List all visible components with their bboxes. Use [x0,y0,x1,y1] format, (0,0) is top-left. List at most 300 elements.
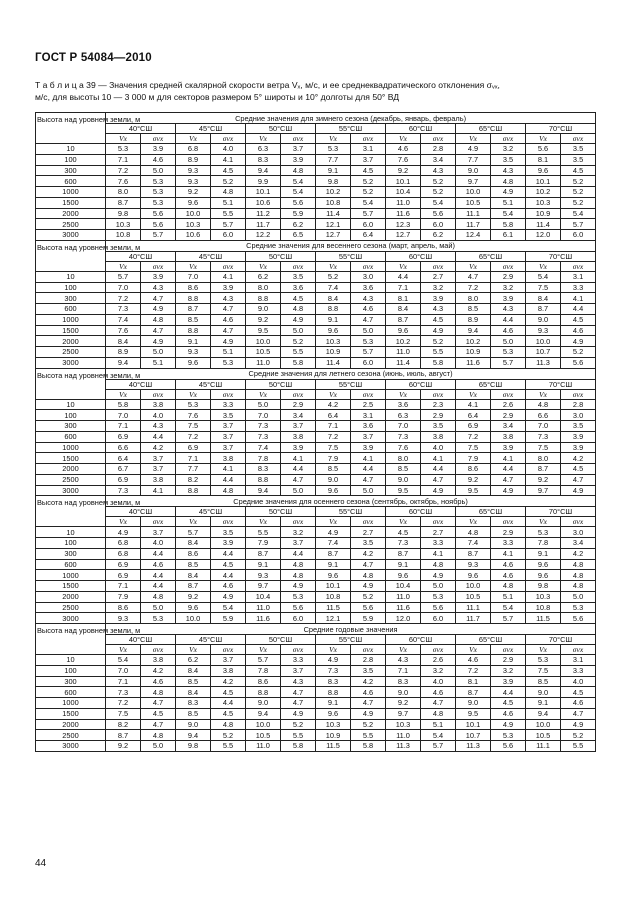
std-dev-cell: 5.6 [141,208,176,219]
height-cell: 300 [36,548,106,559]
mean-speed-cell: 10.8 [106,230,141,241]
mean-speed-symbol: Vx [176,517,211,527]
mean-speed-cell: 10.3 [526,197,561,208]
std-dev-cell: 4.5 [561,165,596,176]
mean-speed-cell: 10.0 [526,719,561,730]
std-dev-cell: 5.7 [211,219,246,230]
latitude-header: 45°СШ [176,124,246,134]
std-dev-cell: 4.0 [421,442,456,453]
std-dev-cell: 4.8 [141,591,176,602]
mean-speed-cell: 9.6 [526,559,561,570]
std-dev-cell: 3.8 [141,399,176,410]
std-dev-symbol: σvx [211,389,246,399]
page-number: 44 [35,858,47,869]
table-row [36,357,596,368]
mean-speed-cell: 6.7 [106,464,141,475]
mean-speed-symbol: Vx [456,645,491,655]
std-dev-cell: 4.7 [211,304,246,315]
height-cell: 2000 [36,719,106,730]
mean-speed-cell: 10.0 [246,336,281,347]
mean-speed-cell: 10.0 [176,613,211,624]
std-dev-symbol: σvx [421,134,456,144]
mean-speed-cell: 5.2 [316,271,351,282]
height-cell: 10 [36,144,106,155]
mean-speed-cell: 8.7 [246,548,281,559]
mean-speed-cell: 7.2 [106,165,141,176]
mean-speed-cell: 11.0 [246,602,281,613]
std-dev-cell: 3.7 [351,154,386,165]
mean-speed-cell: 8.3 [176,698,211,709]
std-dev-cell: 3.1 [561,271,596,282]
std-dev-cell: 5.6 [141,219,176,230]
table-row [36,144,596,155]
mean-speed-cell: 10.4 [386,187,421,198]
mean-speed-cell: 8.4 [176,538,211,549]
mean-speed-cell: 7.5 [526,442,561,453]
std-dev-cell: 4.4 [491,314,526,325]
std-dev-cell: 4.9 [351,708,386,719]
mean-speed-cell: 9.4 [246,165,281,176]
mean-speed-cell: 8.4 [176,570,211,581]
mean-speed-cell: 9.0 [246,304,281,315]
latitude-header: 70°СШ [526,635,596,645]
latitude-header: 60°СШ [386,635,456,645]
mean-speed-cell: 10.6 [176,230,211,241]
mean-speed-cell: 7.6 [176,410,211,421]
std-dev-cell: 4.8 [281,304,316,315]
table-row [36,187,596,198]
mean-speed-cell: 7.2 [176,431,211,442]
std-dev-cell: 5.2 [421,336,456,347]
mean-speed-cell: 10.3 [316,719,351,730]
mean-speed-cell: 11.5 [526,613,561,624]
std-dev-cell: 2.9 [491,655,526,666]
season-title-row [36,624,596,635]
std-dev-symbol: σvx [211,261,246,271]
mean-speed-cell: 11.6 [246,613,281,624]
mean-speed-cell: 10.0 [176,208,211,219]
mean-speed-cell: 11.4 [386,357,421,368]
std-dev-cell: 2.5 [351,399,386,410]
std-dev-cell: 2.9 [491,410,526,421]
std-dev-cell: 3.2 [491,282,526,293]
latitude-header: 40°СШ [106,635,176,645]
std-dev-cell: 4.1 [491,453,526,464]
mean-speed-cell: 10.2 [526,187,561,198]
table-row [36,431,596,442]
mean-speed-cell: 8.0 [246,282,281,293]
std-dev-cell: 3.9 [421,293,456,304]
std-dev-cell: 3.9 [211,538,246,549]
mean-speed-cell: 9.4 [526,708,561,719]
std-dev-cell: 5.1 [141,357,176,368]
std-dev-cell: 4.9 [281,314,316,325]
mean-speed-cell: 8.5 [176,708,211,719]
mean-speed-cell: 9.0 [386,687,421,698]
mean-speed-symbol: Vx [316,134,351,144]
std-dev-cell: 4.8 [421,708,456,719]
mean-speed-cell: 8.9 [176,154,211,165]
std-dev-cell: 4.8 [141,730,176,741]
mean-speed-cell: 12.7 [316,230,351,241]
mean-speed-cell: 7.2 [316,431,351,442]
height-cell: 2000 [36,464,106,475]
mean-speed-cell: 10.9 [316,730,351,741]
mean-speed-cell: 4.1 [456,399,491,410]
std-dev-cell: 3.4 [491,421,526,432]
std-dev-cell: 5.8 [421,357,456,368]
std-dev-symbol: σvx [491,261,526,271]
mean-speed-cell: 8.7 [386,314,421,325]
std-dev-cell: 4.5 [491,698,526,709]
mean-speed-cell: 4.6 [386,144,421,155]
std-dev-cell: 4.7 [211,325,246,336]
mean-speed-cell: 9.6 [316,570,351,581]
height-header: Высота над уровнем земли, м [36,624,106,655]
std-dev-cell: 4.3 [211,293,246,304]
std-dev-symbol: σvx [421,517,456,527]
table-row [36,197,596,208]
mean-speed-cell: 11.2 [246,208,281,219]
std-dev-cell: 3.7 [281,144,316,155]
mean-speed-cell: 9.4 [246,485,281,496]
mean-speed-symbol: Vx [386,389,421,399]
table-row [36,282,596,293]
mean-speed-cell: 6.6 [106,442,141,453]
std-dev-cell: 4.8 [141,687,176,698]
std-dev-cell: 3.6 [351,282,386,293]
std-dev-cell: 4.7 [491,474,526,485]
height-cell: 2000 [36,591,106,602]
std-dev-symbol: σvx [491,389,526,399]
mean-speed-cell: 8.4 [106,336,141,347]
std-dev-cell: 4.7 [561,474,596,485]
table-caption [35,79,595,103]
mean-speed-cell: 10.3 [386,719,421,730]
mean-speed-cell: 10.3 [106,219,141,230]
mean-speed-cell: 7.5 [316,442,351,453]
mean-speed-cell: 9.6 [526,165,561,176]
mean-speed-cell: 7.0 [106,665,141,676]
mean-speed-cell: 9.6 [386,570,421,581]
mean-speed-cell: 7.2 [456,282,491,293]
mean-speed-cell: 8.3 [386,676,421,687]
mean-speed-cell: 7.5 [456,442,491,453]
height-cell: 600 [36,559,106,570]
std-dev-cell: 5.3 [141,197,176,208]
mean-speed-cell: 9.3 [176,347,211,358]
std-dev-cell: 3.0 [351,271,386,282]
std-dev-cell: 3.2 [491,665,526,676]
table-row [36,655,596,666]
mean-speed-symbol: Vx [526,645,561,655]
mean-speed-symbol: Vx [456,261,491,271]
latitude-header: 45°СШ [176,379,246,389]
mean-speed-cell: 7.2 [106,293,141,304]
mean-speed-cell: 12.2 [246,230,281,241]
mean-speed-cell: 5.3 [526,527,561,538]
document-header: ГОСТ Р 54084—2010 [35,52,152,64]
std-dev-cell: 5.1 [211,197,246,208]
mean-speed-cell: 4.3 [386,655,421,666]
mean-speed-cell: 9.8 [176,741,211,752]
mean-speed-cell: 10.3 [316,336,351,347]
std-dev-cell: 5.3 [141,187,176,198]
symbol-header-row [36,261,596,271]
mean-speed-cell: 5.7 [176,527,211,538]
mean-speed-cell: 9.6 [176,197,211,208]
std-dev-cell: 5.8 [491,219,526,230]
std-dev-cell: 4.5 [211,559,246,570]
table-row [36,230,596,241]
mean-speed-cell: 6.9 [176,442,211,453]
mean-speed-cell: 7.1 [386,282,421,293]
height-cell: 2500 [36,219,106,230]
std-dev-cell: 3.8 [421,431,456,442]
height-header: Высота над уровнем земли, м [36,113,106,144]
latitude-header: 60°СШ [386,251,456,261]
season-title-row [36,240,596,251]
std-dev-cell: 5.0 [281,485,316,496]
mean-speed-symbol: Vx [106,389,141,399]
caption-line-1: Т а б л и ц а 39 — Значения средней скалярной скорости ветра Vₓ, м/с, и ее среднеквадратического отклонения σᵥₓ, [35,80,500,90]
std-dev-cell: 4.0 [141,538,176,549]
mean-speed-cell: 8.6 [176,282,211,293]
std-dev-cell: 4.3 [141,421,176,432]
mean-speed-cell: 3.6 [386,399,421,410]
mean-speed-cell: 8.7 [526,464,561,475]
std-dev-cell: 4.8 [281,559,316,570]
std-dev-cell: 4.8 [281,165,316,176]
mean-speed-cell: 9.4 [176,730,211,741]
mean-speed-symbol: Vx [176,645,211,655]
std-dev-cell: 5.6 [561,613,596,624]
mean-speed-cell: 7.5 [526,665,561,676]
mean-speed-cell: 7.9 [246,538,281,549]
mean-speed-cell: 8.6 [176,548,211,559]
mean-speed-cell: 7.0 [176,271,211,282]
mean-speed-cell: 6.3 [246,144,281,155]
mean-speed-cell: 9.0 [176,719,211,730]
height-cell: 2500 [36,347,106,358]
mean-speed-cell: 7.2 [456,665,491,676]
mean-speed-cell: 9.2 [246,314,281,325]
mean-speed-cell: 8.0 [526,453,561,464]
mean-speed-cell: 9.6 [316,485,351,496]
mean-speed-symbol: Vx [106,261,141,271]
mean-speed-cell: 8.1 [386,293,421,304]
mean-speed-cell: 7.3 [526,431,561,442]
std-dev-cell: 5.4 [281,176,316,187]
std-dev-cell: 4.9 [281,708,316,719]
std-dev-cell: 5.1 [491,197,526,208]
std-dev-cell: 4.0 [211,144,246,155]
mean-speed-cell: 8.8 [176,293,211,304]
mean-speed-symbol: Vx [456,389,491,399]
std-dev-cell: 3.9 [281,442,316,453]
std-dev-cell: 2.8 [421,144,456,155]
mean-speed-cell: 7.3 [106,687,141,698]
mean-speed-cell: 9.7 [526,485,561,496]
season-title-row [36,368,596,379]
table-row [36,613,596,624]
std-dev-cell: 4.6 [141,676,176,687]
std-dev-cell: 5.0 [491,336,526,347]
mean-speed-cell: 10.9 [526,208,561,219]
std-dev-cell: 4.3 [141,282,176,293]
mean-speed-cell: 7.3 [106,304,141,315]
std-dev-symbol: σvx [351,389,386,399]
std-dev-cell: 5.7 [491,613,526,624]
std-dev-cell: 4.4 [211,474,246,485]
height-cell: 1500 [36,581,106,592]
mean-speed-cell: 10.8 [316,197,351,208]
std-dev-cell: 3.7 [351,431,386,442]
mean-speed-cell: 6.9 [106,474,141,485]
mean-speed-cell: 6.8 [106,548,141,559]
table-row [36,271,596,282]
mean-speed-cell: 10.2 [386,336,421,347]
std-dev-cell: 3.5 [211,527,246,538]
table-row [36,687,596,698]
std-dev-cell: 3.2 [491,144,526,155]
mean-speed-cell: 9.0 [526,314,561,325]
mean-speed-cell: 10.1 [316,581,351,592]
std-dev-cell: 4.5 [211,708,246,719]
mean-speed-symbol: Vx [386,261,421,271]
mean-speed-cell: 5.0 [246,399,281,410]
mean-speed-cell: 11.3 [386,741,421,752]
mean-speed-cell: 6.9 [106,570,141,581]
std-dev-cell: 3.1 [351,410,386,421]
std-dev-cell: 4.1 [351,453,386,464]
std-dev-cell: 4.7 [281,474,316,485]
mean-speed-cell: 6.6 [526,410,561,421]
mean-speed-cell: 4.9 [106,527,141,538]
mean-speed-cell: 9.7 [456,176,491,187]
std-dev-cell: 3.5 [281,271,316,282]
height-cell: 1500 [36,708,106,719]
height-cell: 600 [36,687,106,698]
latitude-header: 55°СШ [316,507,386,517]
std-dev-cell: 4.5 [211,687,246,698]
std-dev-cell: 4.9 [561,719,596,730]
mean-speed-cell: 4.6 [456,655,491,666]
mean-speed-cell: 9.1 [316,559,351,570]
std-dev-cell: 5.7 [421,741,456,752]
mean-speed-cell: 10.7 [526,347,561,358]
std-dev-cell: 3.7 [281,665,316,676]
height-header: Высота над уровнем земли, м [36,496,106,527]
std-dev-cell: 4.9 [491,719,526,730]
std-dev-cell: 2.9 [491,527,526,538]
mean-speed-cell: 9.3 [526,325,561,336]
table-row [36,325,596,336]
std-dev-cell: 3.5 [351,665,386,676]
std-dev-cell: 5.8 [281,357,316,368]
height-cell: 1000 [36,698,106,709]
std-dev-cell: 4.7 [281,687,316,698]
std-dev-cell: 4.9 [141,336,176,347]
std-dev-cell: 5.8 [351,741,386,752]
std-dev-cell: 4.1 [211,154,246,165]
std-dev-cell: 5.6 [491,741,526,752]
mean-speed-symbol: Vx [246,645,281,655]
mean-speed-symbol: Vx [246,389,281,399]
mean-speed-symbol: Vx [246,261,281,271]
std-dev-cell: 4.9 [561,485,596,496]
mean-speed-cell: 9.1 [316,698,351,709]
std-dev-cell: 6.5 [281,230,316,241]
mean-speed-symbol: Vx [176,389,211,399]
std-dev-cell: 3.8 [281,431,316,442]
std-dev-cell: 4.8 [561,559,596,570]
std-dev-cell: 2.3 [421,399,456,410]
table-row [36,570,596,581]
std-dev-cell: 5.5 [211,208,246,219]
mean-speed-cell: 8.1 [456,676,491,687]
latitude-header: 45°СШ [176,635,246,645]
std-dev-cell: 3.5 [421,421,456,432]
std-dev-symbol: σvx [561,134,596,144]
mean-speed-cell: 8.8 [176,325,211,336]
std-dev-cell: 6.0 [351,357,386,368]
std-dev-cell: 4.4 [211,570,246,581]
std-dev-cell: 3.7 [211,421,246,432]
std-dev-cell: 4.7 [561,708,596,719]
std-dev-symbol: σvx [281,134,316,144]
mean-speed-cell: 7.0 [526,421,561,432]
std-dev-cell: 3.9 [561,431,596,442]
std-dev-cell: 3.9 [141,144,176,155]
mean-speed-cell: 8.9 [106,347,141,358]
mean-speed-cell: 10.5 [246,730,281,741]
latitude-header: 60°СШ [386,379,456,389]
std-dev-cell: 4.3 [421,304,456,315]
mean-speed-cell: 11.1 [456,208,491,219]
std-dev-cell: 5.0 [561,591,596,602]
mean-speed-symbol: Vx [176,261,211,271]
height-cell: 300 [36,421,106,432]
std-dev-symbol: σvx [141,134,176,144]
std-dev-cell: 4.8 [491,176,526,187]
std-dev-cell: 5.6 [351,602,386,613]
std-dev-cell: 5.3 [211,357,246,368]
mean-speed-cell: 8.6 [456,464,491,475]
height-cell: 10 [36,399,106,410]
mean-speed-cell: 5.6 [526,144,561,155]
latitude-header: 65°СШ [456,635,526,645]
std-dev-cell: 3.4 [561,538,596,549]
mean-speed-cell: 9.7 [246,581,281,592]
std-dev-cell: 2.9 [421,410,456,421]
std-dev-cell: 5.4 [491,208,526,219]
height-cell: 10 [36,527,106,538]
std-dev-cell: 4.1 [561,293,596,304]
mean-speed-cell: 9.1 [526,548,561,559]
caption-line-2: м/с, для высоты 10 — 3 000 м для секторов размером 5° широты и 10° долготы для 50° ВД [35,92,400,102]
height-cell: 10 [36,655,106,666]
std-dev-cell: 4.3 [351,293,386,304]
mean-speed-cell: 8.7 [456,548,491,559]
std-dev-cell: 4.8 [141,314,176,325]
std-dev-cell: 4.5 [211,165,246,176]
std-dev-cell: 5.1 [421,719,456,730]
mean-speed-cell: 9.6 [176,357,211,368]
std-dev-cell: 4.1 [141,485,176,496]
mean-speed-cell: 7.0 [386,421,421,432]
std-dev-cell: 2.8 [351,655,386,666]
